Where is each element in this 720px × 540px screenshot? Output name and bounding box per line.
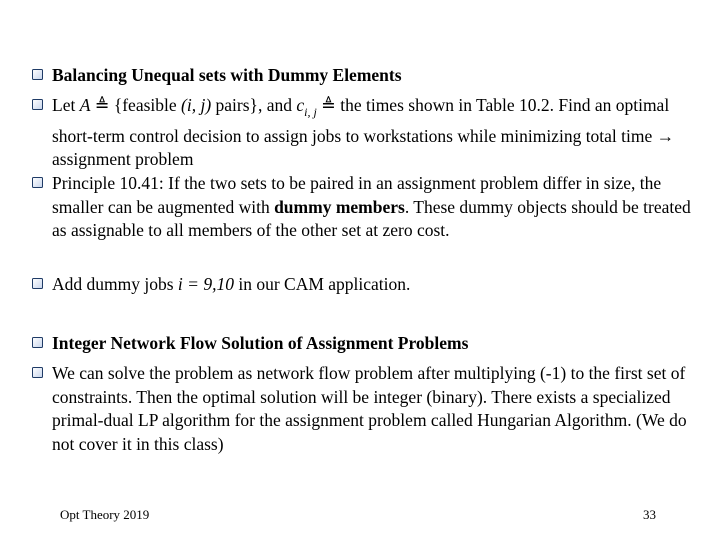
bullet-let-text: Let A ≜ {feasible (i, j) pairs}, and $c_{i, j}$ ≜ the times shown in Table 10.2. Find an optimal short-term control decision to assign jobs to workstations while minimizing total time → assignment problem: [52, 95, 675, 169]
bullet-network-flow-text: We can solve the problem as network flow problem after multiplying (-1) to the first set of constraints. Then the optimal solution will be integer (binary). There exists a specialized primal-dual LP algorithm for the assignment problem called Hungarian Algorithm. (We do not cover it in this class): [52, 363, 687, 454]
checkbox-bullet-icon: [32, 337, 43, 348]
checkbox-bullet-icon: [32, 278, 43, 289]
footer-course-title: Opt Theory 2019: [60, 507, 150, 522]
bullet-heading-dummy-elements: [32, 64, 700, 88]
bullet-add-dummy-jobs: [32, 273, 700, 297]
bullet-principle-text: Principle 10.41: If the two sets to be paired in an assignment problem differ in size, the smaller can be augmented with dummy members. These dummy objects should be treated as assignable to all members of the other set at zero cost.: [52, 173, 691, 240]
heading-dummy-elements: Balancing Unequal sets with Dummy Elements: [52, 65, 402, 85]
bullet-principle: [32, 172, 700, 243]
checkbox-bullet-icon: [32, 99, 43, 110]
bullet-network-flow: [32, 362, 700, 456]
bullet-add-dummy-text: Add dummy jobs i = 9,10 in our CAM application.: [52, 274, 411, 294]
bullet-heading-integer-flow: [32, 332, 700, 356]
heading-integer-flow: Integer Network Flow Solution of Assignment Problems: [52, 333, 469, 353]
checkbox-bullet-icon: [32, 69, 43, 80]
checkbox-bullet-icon: [32, 177, 43, 188]
checkbox-bullet-icon: [32, 367, 43, 378]
footer-page-number: 33: [643, 507, 656, 522]
bullet-let-definition: [32, 94, 700, 172]
